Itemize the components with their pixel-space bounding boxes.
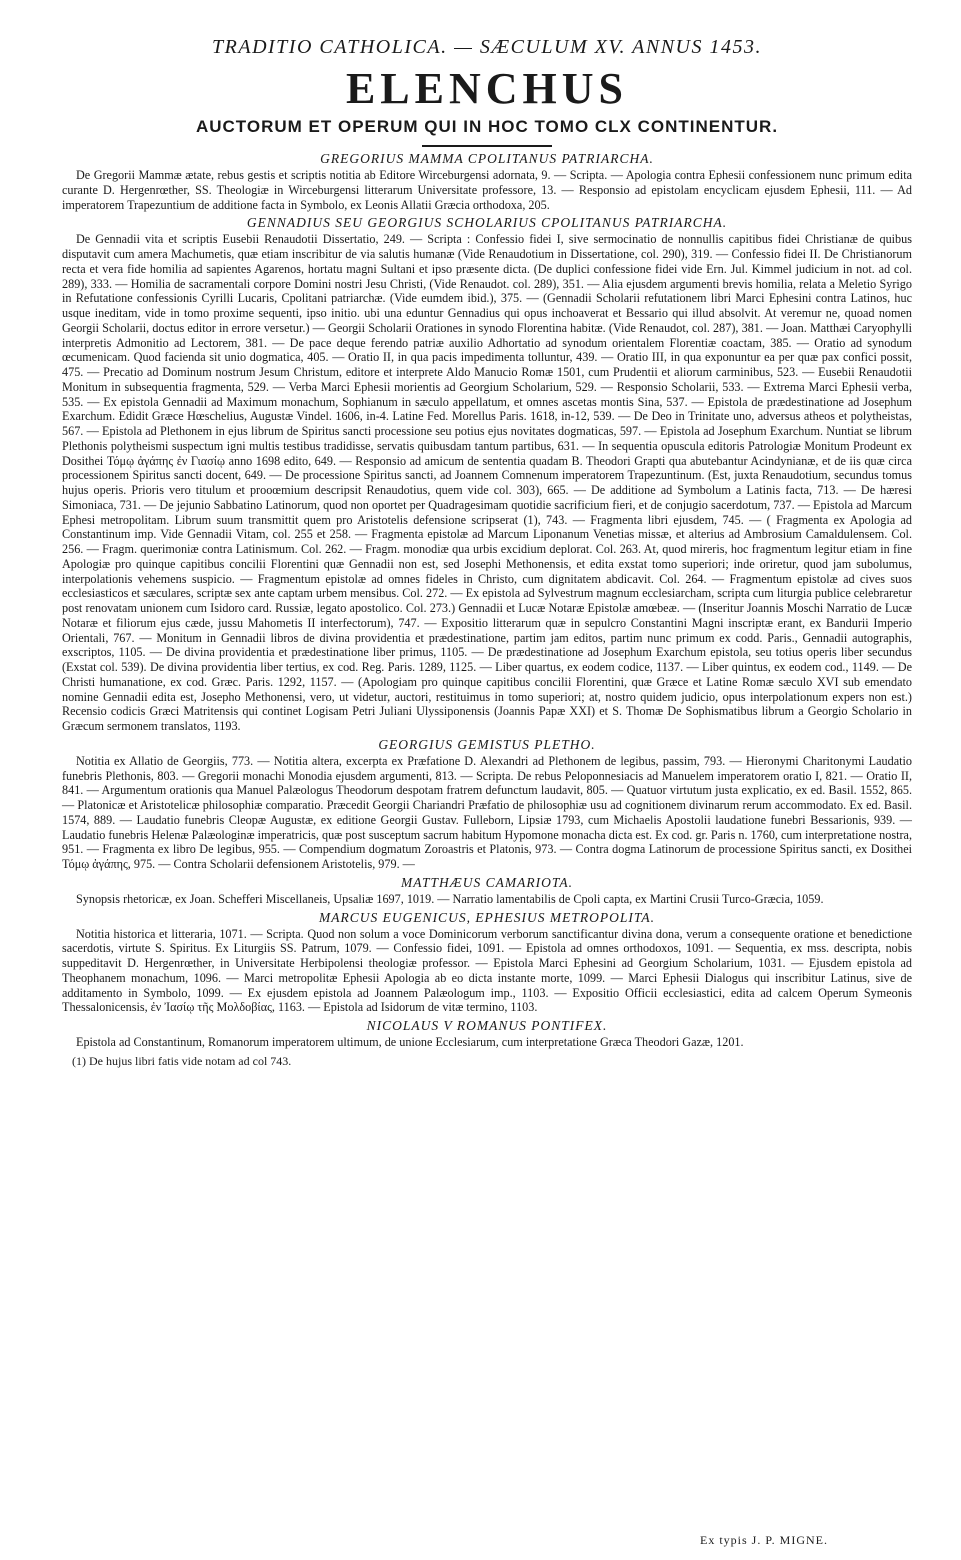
page-title: ELENCHUS [345, 64, 629, 113]
section-gregorius [62, 151, 912, 212]
title-divider [422, 145, 552, 147]
page [62, 28, 912, 1069]
section-camariota [62, 875, 912, 907]
page-subtitle: AUCTORUM ET OPERUM QUI IN HOC TOMO CLX CONTINENTUR. [195, 117, 779, 136]
section-marcus [62, 910, 912, 1016]
section-heading: NICOLAUS V ROMANUS PONTIFEX. [366, 1018, 608, 1033]
section-gennadius [62, 215, 912, 734]
running-head: TRADITIO CATHOLICA. — SÆCULUM XV. ANNUS 1453. [212, 36, 762, 58]
printer-imprint: Ex typis J. P. MIGNE. [700, 1533, 829, 1547]
section-heading: GENNADIUS SEU GEORGIUS SCHOLARIUS CPOLITANUS PATRIARCHA. [246, 215, 728, 231]
section-body: De Gennadii vita et scriptis Eusebii Renaudotii Dissertatio, 249. — Scripta : Confessio fidei I, sive sermocinatio de nonnullis capitibus fidei Christianæ de quibus disputavit cum amera Machumetis, quæ etiam inscribitur de via salutis humanæ (Vide Renaudotium in Dissertatione, col. 290), 319. — Confessio fidei II. De Christianorum recta et vera fide homilia ad sapientes Agarenos, hortatu magni Sultani et ipso præsente dicta. (De duplici confessione fidei vide Ern. Jul. Kimmel judicium in not. ad col. 289), 333. — Homilia de sacramentali corpore Domini nostri Jesu Christi, (Vide Renaudot. col. 289), 351. — Alia ejusdem argumenti brevis homilia, relata a Meletio Syrigo in Refutatione confessionis Cyrilli Lucaris, Cpolitani patriarchæ. (Vide eumdem ibid.), 375. — (Gennadii Scholarii refutationem libri Marci Ephesini contra Latinos, huc usque ineditam, vide in tomo proxime sequenti, ipso initio. ubi una eduntur Gennadius qui opus inchoaverat et Bessario qui illud absolvit. At veremur ne, quoad nomen Georgii Scholarii, doctus editor in errore versetur.) — Georgii Scholarii Orationes in synodo Florentina habitæ. (Vide Renaudot, col. 287), 381. — Joan. Matthæi Caryophylli interpretis Admonitio ad Lectorem, 381. — De pace deque ferendo patriæ auxilio Adhortatio ad synodum orientalem Florentiæ coactam, 385. — Oratio ad synodum œcumenicam. Quod facienda sit unio dogmatica, 405. — Oratio II, in qua pacis impedimenta tolluntur, 439. — Oratio III, in qua exponuntur ea per quæ pax confici possit, 475. — Precatio ad Dominum nostrum Jesum Christum, editore et interprete Aldo Manucio Romæ 1501, cum Prudentii et aliorum carminibus, 523. — Eusebii Renaudotii Monitum in subsequentia fragmenta, 529. — Verba Marci Ephesii morientis ad Georgium Scholarium, 529. — Responsio Scholarii, 533. — Extrema Marci Ephesii verba, 535. — Ex epistola Gennadii ad Maximum monachum, Sophianum in sæculo appellatum, et omnes ascetas montis Sina, 537. — Epistola de prædestinatione ad Josephum Exarchum. Edidit Græce Hœschelius, Augustæ Vindel. 1606, in-4. Latine Fed. Morellus Paris. 1618, in-12, 539. — De Deo in Trinitate uno, adversus atheos et polytheistas, 567. — Epistola ad Plethonem in ejus librum de Spiritus sancti processione seu potius ejus novitates dogmaticas, 597. — Epistola ad Josephum Exarchum. Nuntiat se librum Plethonis polytheismi suspectum igni multis testibus tradidisse, servatis quibusdam tantum partibus, 631. — In sequentia opuscula editoris Patrologiæ Monitum Prodeunt ex Dosithei Τόμῳ ἀγάπης ἐν Γιασίῳ anno 1698 edito, 649. — Responsio ad amicum de sententia quadam B. Theodori Grapti qua abutebantur Acindynianæ, et de iis quæ circa processionem Spiritus sancti docent, 649. — De processione Spiritus sancti, ad Joannem Comnenum imperatorem Trapezuntinum. (Est, juxta Renaudotium, secundus tomus hujus operis. Prioris vero titulum et prooœmium descripsit Renaudotius, quem vide col. 303), 665. — De additione ad Symbolum a Latinis facta, 713. — De hæresi Simoniaca, 731. — De jejunio Sabbatino Latinorum, quod non oportet per Quadragesimam quotidie sacrificium fieri, et de conjugio sacerdotum, 737. — Epistola ad Marcum Ephesi metropolitam. Librum suum transmittit quem pro Aristotelis defensione scripserat (1), 743. — Fragmenta libri ejusdem, 745. — ( Fragmenta ex Apologia ad Constantinum imp. Vide Gennadii Vitam, col. 255 et 258. — Fragmenta epistolæ ad Marcum Liponanum Venetias missæ, et alterius ad Ambrosium Camaldulensem. Col. 256. — Fragm. querimoniæ contra Latinismum. Col. 262. — Fragm. monodiæ qua urbis excidium deplorat. Col. 263. At, quod mireris, hoc fragmentum legitur etiam in fine Apologiæ pro quinque capitibus concilii Florentini quæ Gennadii non est, sed Josephi Methonensis, et edita exstat tomo superiori; inde oriretur, quod jam subolumus, interpolationis vehemens suspicio. — Fragmentum epistolæ ad omnes fideles in Christo, cum dignitatem abdicavit. Col. 264. — Fragmentum epistolæ ad cives suos ecclesiasticos et sæculares, scriptæ sex ante captam urbem mensibus. Col. 272. — Ex epistola ad Sylvestrum magnum ecclesiarcham, scripta cum liturgia publice celebraretur post renovatam unionem cum Isidoro card. Russiæ, legato apostolico. Col. 273.) Gennadii et Lucæ Notaræ Epistolæ amœbeæ. — (Inseritur Joannis Moschi Narratio de Lucæ Notaræ et filiorum ejus cæde, jussu Mahometis II interfectorum), 747. — Expositio litterarum quæ in sepulcro Constantini Magni inscriptæ erant, ex Bandurii Imperio Orientali, 767. — Monitum in Gennadii libros de divina providentia et prædestinatione, partim jam editos, partim nunc primum ex codd. Paris., Gennadii autographis, exscriptos, 1105. — De divina providentia et prædestinatione liber primus, 1105. — De prædestinatione ad Josephum Exarchum epistola, seu totius operis liber secundus (Exstat col. 539). De divina providentia liber tertius, ex cod. Reg. Paris. 1289, 1125. — Liber quartus, ex eodem codice, 1137. — Liber quintus, ex eodem cod., 1149. — De Christi humanatione, ex cod. Græc. Paris. 1292, 1157. — (Apologiam pro quinque capitibus concilii Florentini, quæ Græce et Latine Romæ sæculo XVI sub emendato nomine Gennadii edita est, Josepho Methonensi, vero, ut videtur, auctori, restituimus in tomo superiori; at, nostro quidem judicio, opus interpolationum expers non est.) Recensio codicis Græci Matritensis qui continet Logisam Petri Juliani Ulyssiponensis (Joannis Papæ XXI) et S. Thomæ De Sophismatibus librum a Georgio Scholario in Græcum sermonem translatos, 1193. [62, 232, 912, 733]
section-heading: MATTHÆUS CAMARIOTA. [401, 874, 573, 890]
section-pletho [62, 737, 912, 872]
footnote: (1) De hujus libri fatis vide notam ad col 743. [72, 1053, 292, 1068]
section-body: Notitia historica et litteraria, 1071. — Scripta. Quod non solum a voce Dominicorum verborum sanctificantur divina dona, verum a consequente oratione et benedictione sacerdotis, virtute S. Spiritus. Ex Liturgiis SS. Patrum, 1079. — Confessio fidei, 1091. — Epistola ad omnes orthodoxos, 1091. — Sequentia, ex mss. descripta, nobis suppeditavit D. Hergenrœther, in Universitate Herbipolensi theologiæ professor. — Epistola Marci Ephesini ad Georgium Scholarium, 1031. — Ejusdem epistola ad Theophanem monachum, 1096. — Marci metropolitæ Ephesii Apologia ab eo dicta instante morte, 1099. — Marci Ephesii Dialogus qui inscribitur Latinus, sive de additamento in Symbolo, 1099. — Ex ejusdem epistola ad Joannem Palæologum imp., 1103. — Expositio Officii ecclesiastici, edita ad calcem Operum Symeonis Thessalonicensis, ἐν Ἰασίῳ τῆς Μολδοβίας, 1163. — Epistola ad Isidorum de vitæ termino, 1103. [62, 926, 912, 1015]
section-heading: GREGORIUS MAMMA CPOLITANUS PATRIARCHA. [320, 151, 654, 166]
section-body: Synopsis rhetoricæ, ex Joan. Schefferi Miscellaneis, Upsaliæ 1697, 1019. — Narratio lamentabilis de Cpoli capta, ex Martini Crusii Turco-Græcia, 1059. [76, 891, 824, 906]
section-heading: GEORGIUS GEMISTUS PLETHO. [378, 736, 596, 752]
section-body: Epistola ad Constantinum, Romanorum imperatorem ultimum, de unione Ecclesiarum, cum interpretatione Græca Theodori Gazæ, 1201. [76, 1035, 744, 1049]
section-body: Notitia ex Allatio de Georgiis, 773. — Notitia altera, excerpta ex Præfatione D. Alexandri ad Plethonem de legibus, passim, 793. — Hieronymi Charitonymi Laudatio funebris Plethonis, 803. — Gregorii monachi Monodia ejusdem argumenti, 813. — Scripta. De rebus Peloponnesiacis ad Manuelem imperatorem oratio I, 821. — Oratio II, 841. — Argumentum orationis qua Manuel Palæologus Theodorum despotam fratrem defunctum laudavit, 805. — Quatuor virtutum justa explicatio, ex ed. Basil. 1552, 865. — Platonicæ et Aristotelicæ philosophiæ comparatio. Præcedit Georgii Chariandri Præfatio de philosophiæ usu ad cognitionem divinarum rerum accommodato. Ex ed. Basil. 1574, 889. — Laudatio funebris Cleopæ Augustæ, ex editione Georgii Gustav. Fulleborn, Lipsiæ 1793, cum Michaelis Apostolii laudatione funebri Bessarionis, 939. — Laudatio funebris Helenæ Palæologinæ imperatricis, quæ post susceptum sacrum habitum Hypomone monacha dicta est. Ex cod. gr. Paris n. 1760, cum interpretatione nostra, 951. — Fragmenta ex libro De legibus, 955. — Compendium dogmatum Zoroastris et Platonis, 973. — Contra dogma Latinorum de processione Spiritus sancti, ex Dosithei Τόμῳ ἀγάπης, 975. — Contra Scholarii defensionem Aristotelis, 979. — [62, 753, 912, 871]
section-nicolaus [62, 1018, 912, 1050]
section-heading: MARCUS EUGENICUS, EPHESIUS METROPOLITA. [318, 909, 656, 925]
section-body: De Gregorii Mammæ ætate, rebus gestis et scriptis notitia ab Editore Wirceburgensi adornata, 9. — Scripta. — Apologia contra Ephesii confessionem nunc primum edita curante D. Hergenrœther, SS. Theologiæ in Wirceburgensi litterarum Universitate professore, 13. — Responsio ad epistolam encyclicam ejusdem Ephesii, 111. — Ad imperatorem Trapezuntium de additione facta in Symbolo, ex Leonis Allatii Græcia orthodoxa, 205. [62, 168, 912, 212]
